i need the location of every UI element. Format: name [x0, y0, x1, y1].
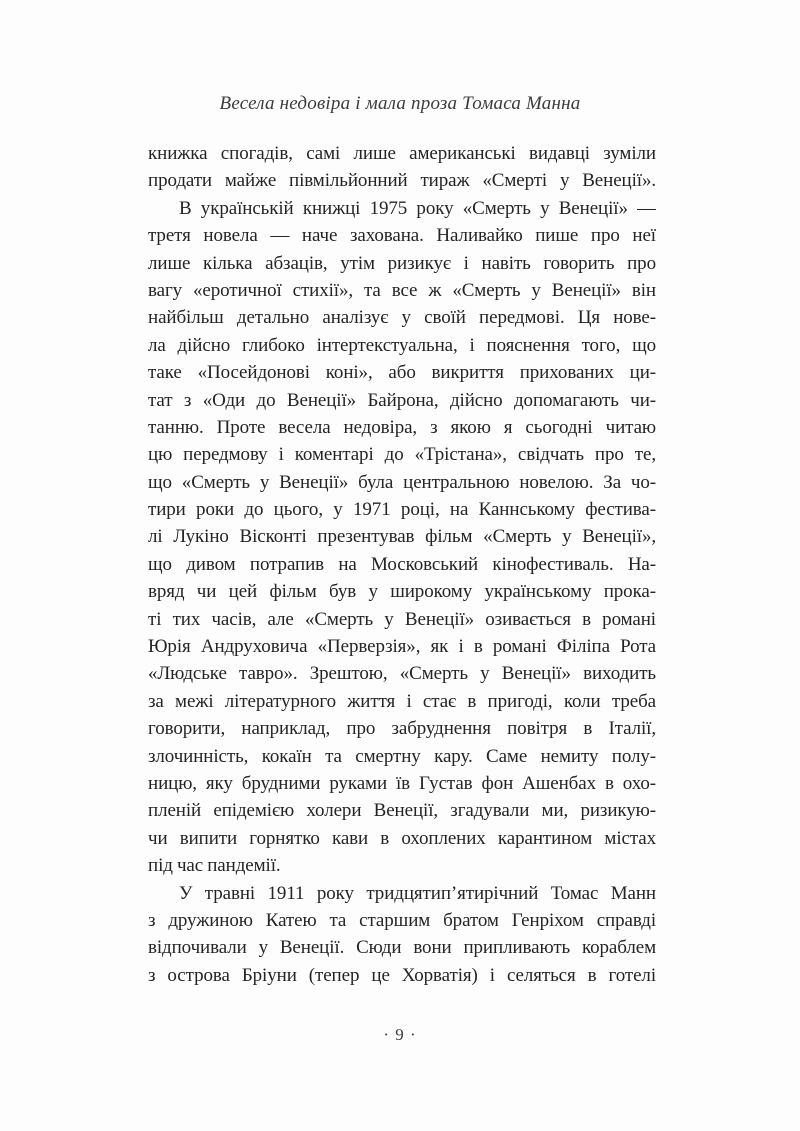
text-line: тири роки до цього, у 1971 році, на Каннському фестива- — [148, 499, 656, 521]
text-line: що «Смерть у Венеції» була центральною новелою. За чо- — [148, 471, 656, 493]
text-line: злочинність, кокаїн та смертну кару. Саме немиту полу- — [148, 745, 656, 767]
text-line: цю передмову і коментарі до «Трістана», свідчать про те, — [148, 444, 656, 466]
text-line: чи випити горнятко кави в охоплених карантином містах — [148, 827, 656, 849]
text-line: з острова Бріуни (тепер це Хорватія) і селяться в готелі — [148, 964, 656, 986]
text-line: тат з «Оди до Венеції» Байрона, дійсно допомагають чи- — [148, 389, 656, 411]
text-line: що дивом потрапив на Московський кінофестиваль. На- — [148, 553, 656, 575]
text-line: говорити, наприклад, про забруднення повітря в Італії, — [148, 718, 656, 740]
text-line: третя новела — наче захована. Наливайко пише про неї — [148, 225, 656, 247]
text-line: таке «Посейдонові коні», або викриття прихованих ци- — [148, 362, 656, 384]
text-line: найбільш детально аналізує у своїй передмові. Ця нове- — [148, 307, 656, 329]
text-block — [148, 140, 656, 989]
text-line: вагу «еротичної стихії», та все ж «Смерть у Венеції» він — [148, 279, 656, 301]
text-line: «Людське тавро». Зрештою, «Смерть у Венеції» виходить — [148, 663, 656, 685]
page-number: · 9 · — [383, 1025, 417, 1044]
text-line: танню. Проте весела недовіра, з якою я сьогодні читаю — [148, 416, 656, 438]
text-line: під час пандемії. — [148, 855, 281, 877]
text-line: ла дійсно глибоко інтертекстуальна, і пояснення того, що — [148, 334, 656, 356]
text-line: за межі літературного життя і стає в пригоді, коли треба — [148, 690, 656, 712]
text-line: В українській книжці 1975 року «Смерть у Венеції» — — [179, 197, 656, 219]
running-header: Весела недовіра і мала проза Томаса Манна — [219, 93, 581, 114]
text-line: лише кілька абзаців, утім ризикує і навіть говорить про — [148, 252, 656, 274]
text-line: лі Лукіно Вісконті презентував фільм «Смерть у Венеції», — [148, 526, 656, 548]
text-line: з дружиною Катею та старшим братом Генріхом справді — [148, 909, 656, 931]
text-line: У травні 1911 року тридцятип’ятирічний Томас Манн — [179, 882, 656, 904]
text-line: ницю, яку брудними руками їв Густав фон Ашенбах в охо- — [148, 772, 656, 794]
text-line: продати майже півмільйонний тираж «Смерті у Венеції». — [148, 170, 656, 192]
text-line: пленій епідемією холери Венеції, згадували ми, ризикую- — [148, 800, 656, 822]
text-line: книжка спогадів, самі лише американські видавці зуміли — [148, 143, 656, 164]
text-line: ті тих часів, але «Смерть у Венеції» озивається в романі — [148, 608, 656, 630]
text-line: відпочивали у Венеції. Сюди вони припливають кораблем — [148, 937, 656, 959]
text-line: Юрія Андруховича «Перверзія», як і в романі Філіпа Рота — [148, 636, 656, 658]
text-line: вряд чи цей фільм був у широкому українському прока- — [148, 581, 656, 603]
